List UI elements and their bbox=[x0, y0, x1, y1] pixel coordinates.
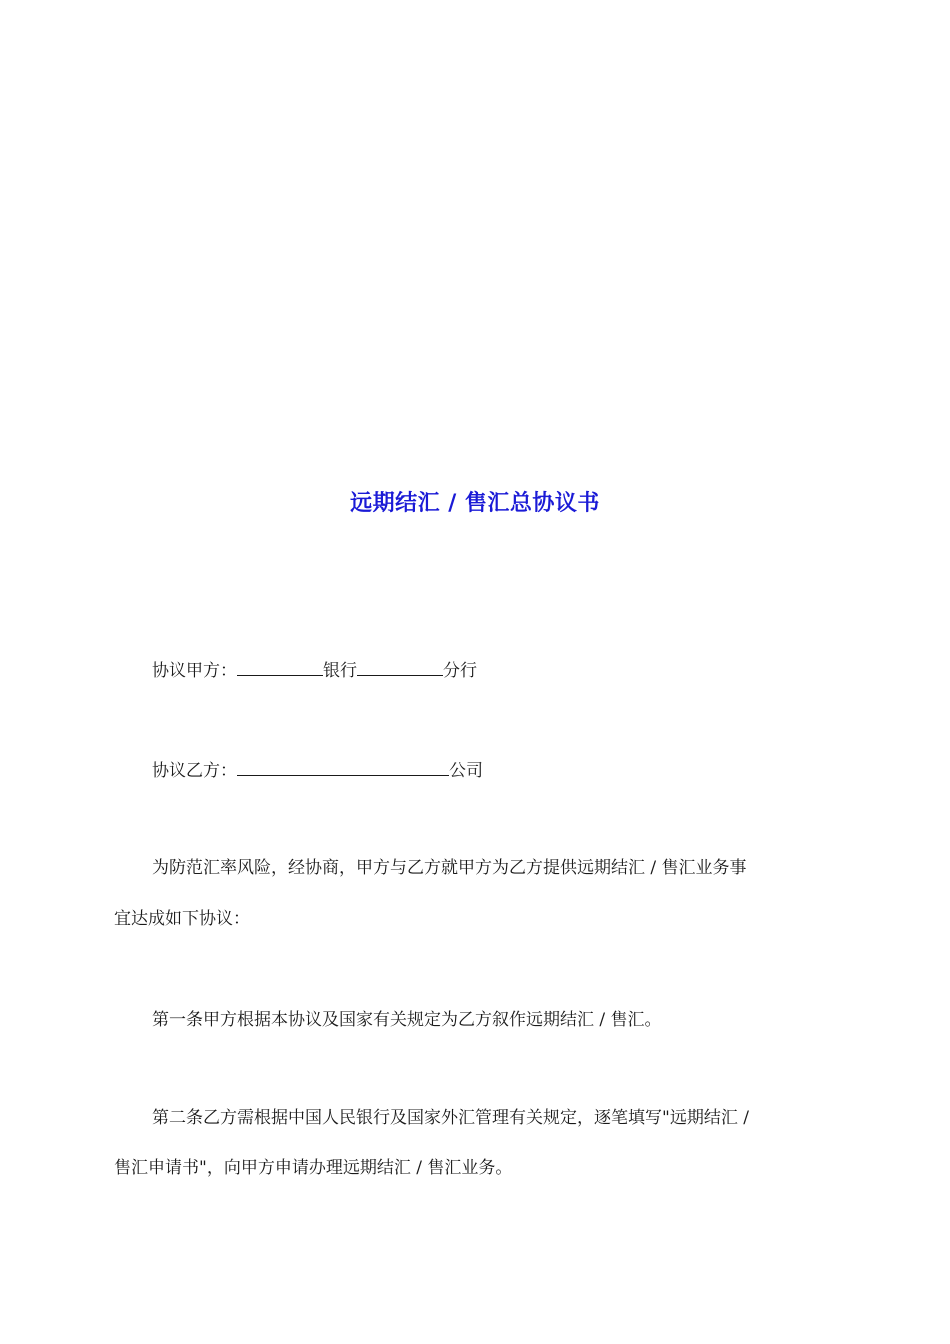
company-suffix: 公司 bbox=[449, 761, 483, 781]
document-title: 远期结汇 / 售汇总协议书 bbox=[350, 491, 600, 516]
branch-suffix: 分行 bbox=[443, 661, 477, 681]
article-2-line-1: 第二条乙方需根据中国人民银行及国家外汇管理有关规定，逐笔填写"远期结汇 / bbox=[152, 1108, 749, 1128]
article-2-line-2: 售汇申请书"，向甲方申请办理远期结汇 / 售汇业务。 bbox=[114, 1158, 513, 1178]
branch-name-blank bbox=[357, 659, 443, 676]
bank-name-blank bbox=[237, 659, 323, 676]
party-b-line bbox=[152, 759, 483, 782]
preamble-line-2: 宜达成如下协议： bbox=[114, 909, 250, 929]
party-b-label: 协议乙方： bbox=[152, 761, 237, 781]
party-a-label: 协议甲方： bbox=[152, 661, 237, 681]
party-a-line bbox=[152, 659, 477, 682]
company-name-blank bbox=[237, 759, 449, 776]
article-1-line-1: 第一条甲方根据本协议及国家有关规定为乙方叙作远期结汇 / 售汇。 bbox=[152, 1010, 662, 1030]
preamble-line-1: 为防范汇率风险，经协商，甲方与乙方就甲方为乙方提供远期结汇 / 售汇业务事 bbox=[152, 858, 747, 878]
bank-suffix: 银行 bbox=[323, 661, 357, 681]
